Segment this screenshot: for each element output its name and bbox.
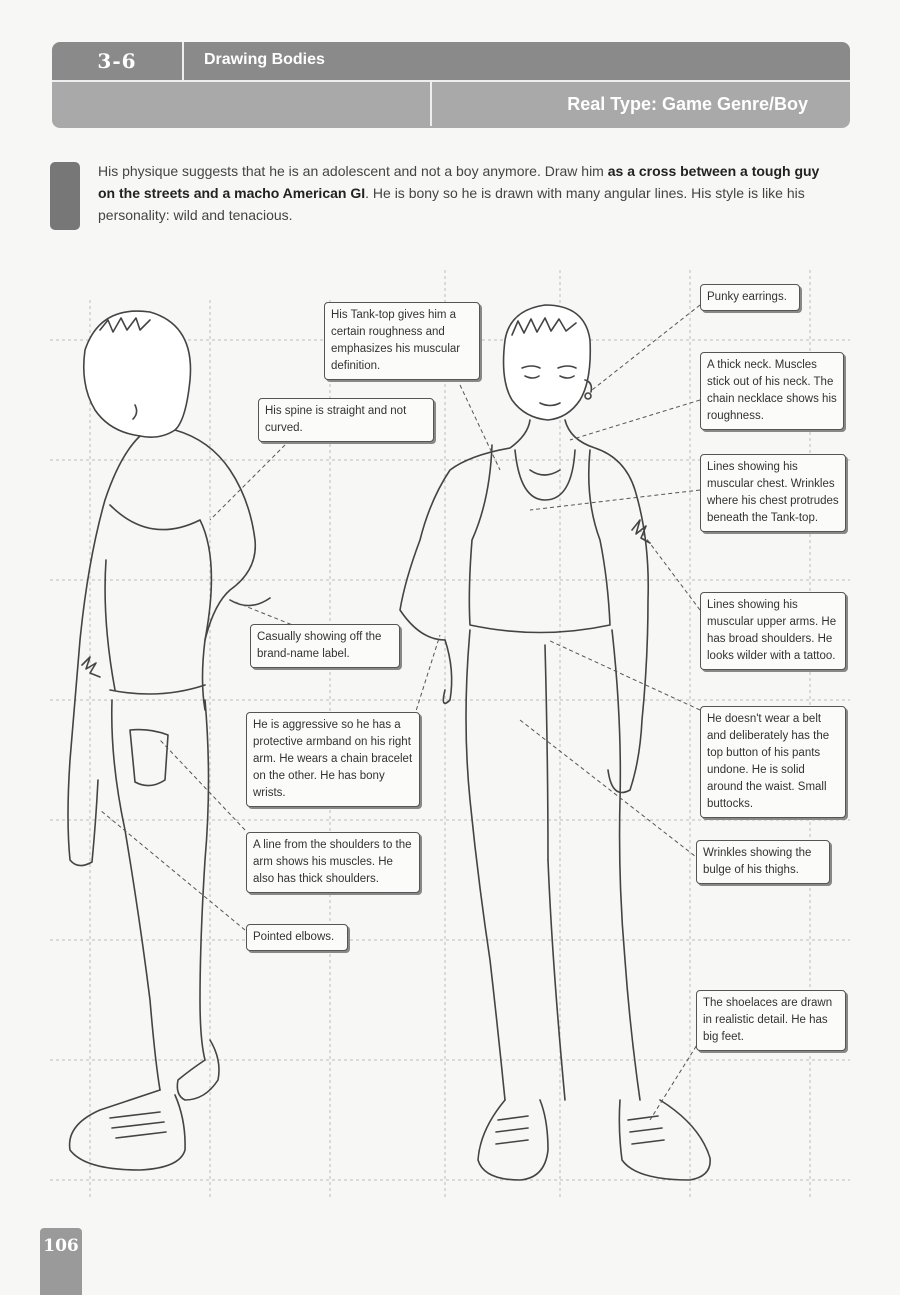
chapter-number: 3-6 <box>97 49 137 73</box>
front-view-figure <box>400 305 710 1180</box>
intro-text-1: His physique suggests that he is an adolescent and not a boy anymore. Draw him <box>98 163 608 179</box>
callout-belt: He doesn't wear a belt and deliberately has the top button of his pants undone. He is solid around the waist. Small buttocks. <box>700 706 846 818</box>
callout-elbows: Pointed elbows. <box>246 924 348 951</box>
callout-upper-arms: Lines showing his muscular upper arms. He has broad shoulders. He looks wilder with a tattoo. <box>700 592 846 670</box>
callout-neck: A thick neck. Muscles stick out of his neck. The chain necklace shows his roughness. <box>700 352 844 430</box>
section-title: Drawing Bodies <box>204 51 325 68</box>
back-view-figure <box>68 311 270 1170</box>
callout-thighs: Wrinkles showing the bulge of his thighs. <box>696 840 830 884</box>
callout-shoulders: A line from the shoulders to the arm shows his muscles. He also has thick shoulders. <box>246 832 420 893</box>
page-number: 106 <box>43 1236 79 1256</box>
callout-armband: He is aggressive so he has a protective armband on his right arm. He wears a chain bracelet on the other. He has bony wrists. <box>246 712 420 807</box>
callout-chest: Lines showing his muscular chest. Wrinkles where his chest protrudes beneath the Tank-top. <box>700 454 846 532</box>
callout-shoelaces: The shoelaces are drawn in realistic detail. He has big feet. <box>696 990 846 1051</box>
intro-text-bold: as a cross between a tough guy on the streets and a macho American GI <box>98 163 820 201</box>
page-subtitle: Real Type: Game Genre/Boy <box>567 94 808 114</box>
callout-brand-label: Casually showing off the brand-name label. <box>250 624 400 668</box>
intro-text-2: . He is bony so he is drawn with many angular lines. His style is like his personality: wild and tenacious. <box>98 185 805 223</box>
callout-earrings: Punky earrings. <box>700 284 800 311</box>
callout-tanktop: His Tank-top gives him a certain roughness and emphasizes his muscular definition. <box>324 302 480 380</box>
callout-spine: His spine is straight and not curved. <box>258 398 434 442</box>
